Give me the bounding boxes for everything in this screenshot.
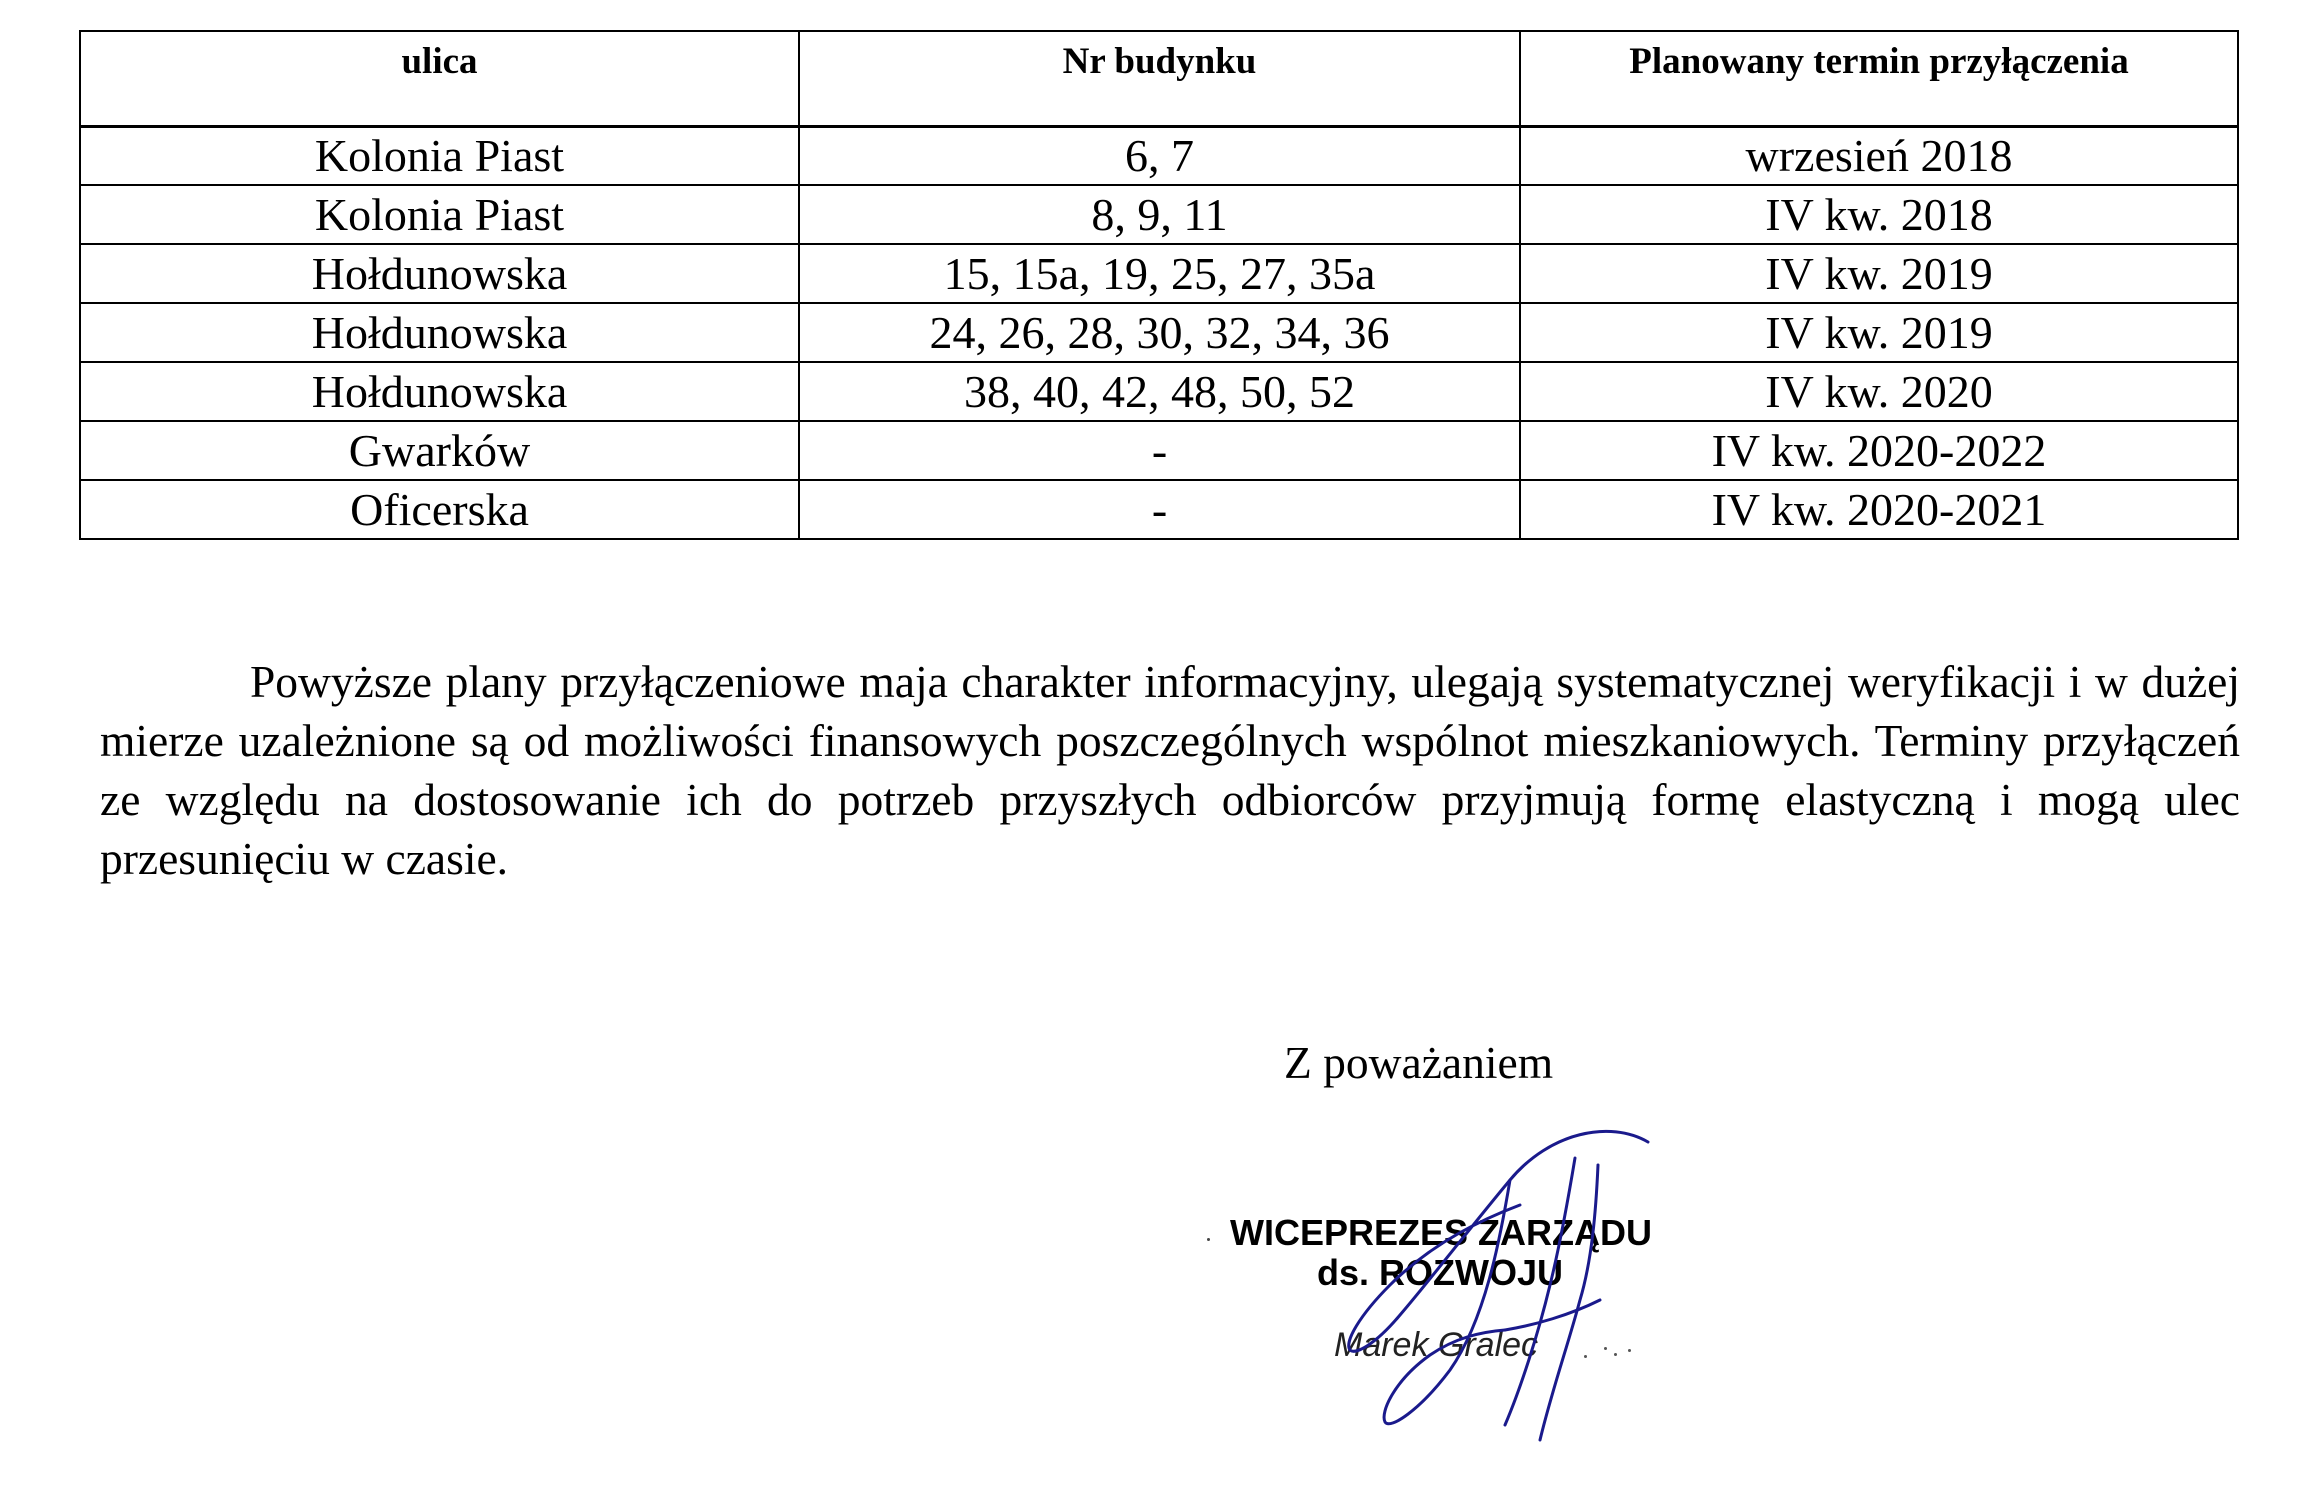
- cell-street: Kolonia Piast: [80, 126, 799, 185]
- table-row: [80, 362, 2238, 421]
- table-row: [80, 303, 2238, 362]
- table-header-row: [80, 31, 2238, 126]
- cell-building-number: 15, 15a, 19, 25, 27, 35a: [799, 244, 1520, 303]
- connection-schedule-table: [79, 30, 2239, 540]
- cell-street: Oficerska: [80, 480, 799, 539]
- cell-street: Hołdunowska: [80, 244, 799, 303]
- cell-building-number: 24, 26, 28, 30, 32, 34, 36: [799, 303, 1520, 362]
- table-row: [80, 421, 2238, 480]
- cell-building-number: -: [799, 480, 1520, 539]
- table-row: [80, 480, 2238, 539]
- body-paragraph-block: [100, 652, 2240, 888]
- stamp-mark: [1207, 1238, 1210, 1241]
- cell-planned-date: wrzesień 2018: [1520, 126, 2238, 185]
- cell-building-number: 38, 40, 42, 48, 50, 52: [799, 362, 1520, 421]
- stamp-department: ds. ROZWOJU: [1317, 1252, 1564, 1293]
- table-row: [80, 185, 2238, 244]
- cell-planned-date: IV kw. 2019: [1520, 244, 2238, 303]
- cell-planned-date: IV kw. 2018: [1520, 185, 2238, 244]
- cell-planned-date: IV kw. 2019: [1520, 303, 2238, 362]
- table-row: [80, 126, 2238, 185]
- handwritten-signature: [1280, 1110, 1700, 1450]
- closing-salutation: Z poważaniem: [1284, 1037, 1554, 1088]
- cell-building-number: 8, 9, 11: [799, 185, 1520, 244]
- table-row: [80, 244, 2238, 303]
- body-paragraph: Powyższe plany przyłączeniowe maja charakter informacyjny, ulegają systematycznej weryfikacji i w dużej mierze uzależnione są od możliwości finansowych poszczególnych wspólnot mieszkaniowych. Terminy przyłączeń ze względu na dostosowanie ich do potrzeb przyszłych odbiorców przyjmują formę elastyczną i mogą ulec przesunięciu w czasie.: [100, 656, 2240, 884]
- cell-building-number: -: [799, 421, 1520, 480]
- cell-planned-date: IV kw. 2020-2022: [1520, 421, 2238, 480]
- header-building-number: Nr budynku: [799, 31, 1520, 126]
- cell-street: Gwarków: [80, 421, 799, 480]
- cell-planned-date: IV kw. 2020-2021: [1520, 480, 2238, 539]
- signer-name: Marek Gralec: [1334, 1326, 1539, 1364]
- header-street: ulica: [80, 31, 799, 126]
- header-planned-date: Planowany termin przyłączenia: [1520, 31, 2238, 126]
- cell-building-number: 6, 7: [799, 126, 1520, 185]
- stamp-title: WICEPREZES ZARZĄDU: [1230, 1212, 1652, 1253]
- cell-street: Hołdunowska: [80, 303, 799, 362]
- cell-street: Kolonia Piast: [80, 185, 799, 244]
- cell-planned-date: IV kw. 2020: [1520, 362, 2238, 421]
- cell-street: Hołdunowska: [80, 362, 799, 421]
